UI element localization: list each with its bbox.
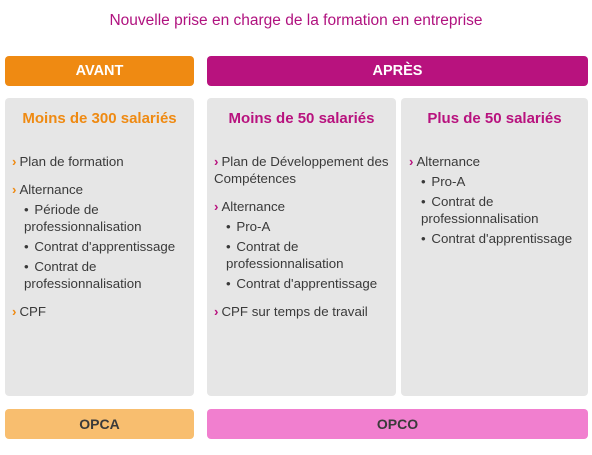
apres-label: APRÈS [372,63,423,79]
chevron-right-icon: › [12,182,17,197]
sub-item-label: Contrat de professionnalisation [24,259,142,291]
sub-item [409,230,584,247]
bullet-icon: • [421,174,426,189]
chevron-right-icon: › [409,154,414,169]
chevron-right-icon: › [214,199,219,214]
sub-item-label: Pro-A [431,174,466,189]
list-item-label: Plan de formation [19,154,124,169]
sub-item-label: Contrat d'apprentissage [236,276,378,291]
list-item [409,153,584,247]
list-item-label: Alternance [416,154,481,169]
column-list [12,153,190,320]
column-plus-50-panel [401,98,588,396]
sub-item [12,201,190,235]
sub-item-label: Contrat d'apprentissage [431,231,573,246]
apres-bar [207,56,588,86]
column-heading: Plus de 50 salariés [427,110,562,127]
column-list [214,153,392,320]
list-item-label: Alternance [221,199,286,214]
bullet-icon: • [24,202,29,217]
column-heading: Moins de 300 salariés [22,110,177,127]
chevron-right-icon: › [12,304,17,319]
opco-label: OPCO [376,416,419,432]
list-item-label: Plan de Développement des Compétences [214,154,389,186]
sub-item-label: Période de professionnalisation [24,202,142,234]
opco-bar [207,409,588,439]
sub-item-label: Contrat de professionnalisation [421,194,539,226]
bullet-icon: • [24,259,29,274]
bullet-icon: • [226,239,231,254]
bullet-icon: • [24,239,29,254]
sub-item [12,238,190,255]
avant-label: AVANT [75,63,124,79]
list-item-label: CPF [19,304,47,319]
bullet-icon: • [421,194,426,209]
list-item [12,181,190,292]
bullet-icon: • [421,231,426,246]
list-item-label: CPF sur temps de travail [221,304,368,319]
list-item [12,153,190,170]
sub-item-label: Contrat d'apprentissage [34,239,176,254]
list-item [214,198,392,292]
sub-item [409,193,584,227]
list-item [12,303,190,320]
chevron-right-icon: › [214,304,219,319]
opca-bar [5,409,194,439]
chevron-right-icon: › [214,154,219,169]
sub-item [214,218,392,235]
sub-item [12,258,190,292]
opca-label: OPCA [79,416,120,432]
list-item-label: Alternance [19,182,84,197]
sub-item-label: Pro-A [236,219,271,234]
sub-item [409,173,584,190]
avant-bar [5,56,194,86]
column-list [409,153,584,247]
bullet-icon: • [226,219,231,234]
sub-item [214,275,392,292]
bullet-icon: • [226,276,231,291]
sub-item-label: Contrat de professionnalisation [226,239,344,271]
chevron-right-icon: › [12,154,17,169]
sub-item [214,238,392,272]
list-item [214,303,392,320]
diagram-title: Nouvelle prise en charge de la formation en entreprise [109,12,483,29]
column-heading: Moins de 50 salariés [228,110,375,127]
list-item [214,153,392,187]
